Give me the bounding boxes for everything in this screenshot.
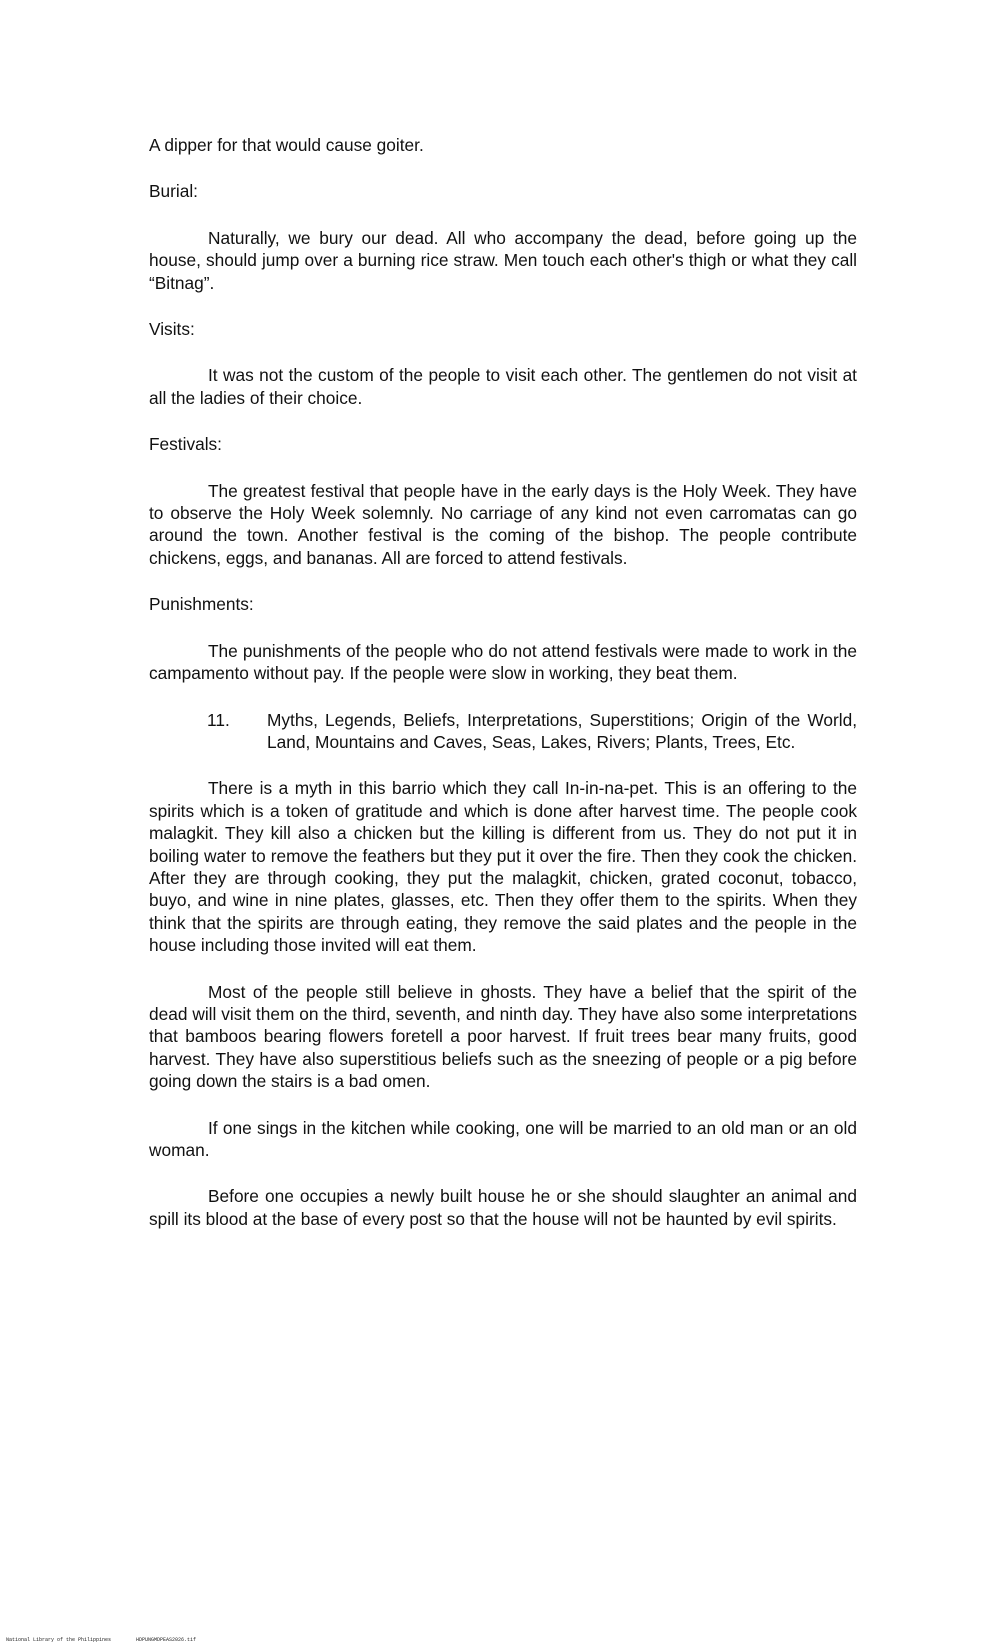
paragraph-punishments: The punishments of the people who do not attend festivals were made to work in the campamento without pay. If the people were slow in working, they beat them. (149, 640, 857, 684)
list-number: 11. (207, 709, 230, 730)
heading-punishments: Punishments: (149, 594, 254, 615)
footer-library: National Library of the Philippines (6, 1637, 112, 1643)
heading-festivals: Festivals: (149, 434, 222, 455)
document-page (149, 134, 857, 1254)
paragraph-new-house: Before one occupies a newly built house he or she should slaughter an animal and spill its blood at the base of every post so that the house will not be haunted by evil spirits. (149, 1186, 857, 1229)
paragraph-ghosts: Most of the people still believe in ghosts. They have a belief that the spirit of the dead will visit them on the third, seventh, and ninth day. They have also some interpretations that bamboos bearing flowers foretell a poor harvest. If fruit trees bear many fruits, good harvest. They have also superstitious beliefs such as the sneezing of people or a pig before going down the stairs is a bad omen. (149, 981, 857, 1092)
footer-file-id: HDPUNGMDPEAS2026.tif (136, 1637, 197, 1643)
paragraph-festivals: The greatest festival that people have in the early days is the Holy Week. They have to observe the Holy Week solemnly. No carriage of any kind not even carromatas can go around the town. Another festival is the coming of the bishop. The people contribute chickens, eggs, and bananas. All are forced to attend festivals. (149, 480, 857, 568)
paragraph-kitchen: If one sings in the kitchen while cooking, one will be married to an old man or an old woman. (149, 1117, 857, 1160)
paragraph-visits: It was not the custom of the people to visit each other. The gentlemen do not visit at all the ladies of their choice. (149, 365, 857, 408)
heading-visits: Visits: (149, 319, 195, 340)
list-item-text: Myths, Legends, Beliefs, Interpretations, Superstitions; Origin of the World, Land, Mountains and Caves, Seas, Lakes, Rivers; Plants, Trees, Etc. (267, 709, 857, 752)
paragraph-dipper: A dipper for that would cause goiter. (149, 135, 424, 155)
list-item-myths (149, 709, 857, 754)
paragraph-myth: There is a myth in this barrio which they call In-in-na-pet. This is an offering to the spirits which is a token of gratitude and which is done after harvest time. The people cook malagkit. They kill also a chicken but the killing is different from us. They do not put it in boiling water to remove the feathers but they put it over the fire. Then they cook the chicken. After they are through cooking, they put the malagkit, chicken, grated coconut, tobacco, buyo, and wine in nine plates, glasses, etc. Then they offer them to the spirits. When they think that the spirits are through eating, they remove the said plates and the people in the house including those invited will eat them. (149, 778, 857, 956)
page-footer (6, 1637, 218, 1643)
heading-burial: Burial: (149, 181, 198, 202)
paragraph-burial: Naturally, we bury our dead. All who accompany the dead, before going up the house, should jump over a burning rice straw. Men touch each other's thigh or what they call “Bitnag”. (149, 227, 857, 293)
